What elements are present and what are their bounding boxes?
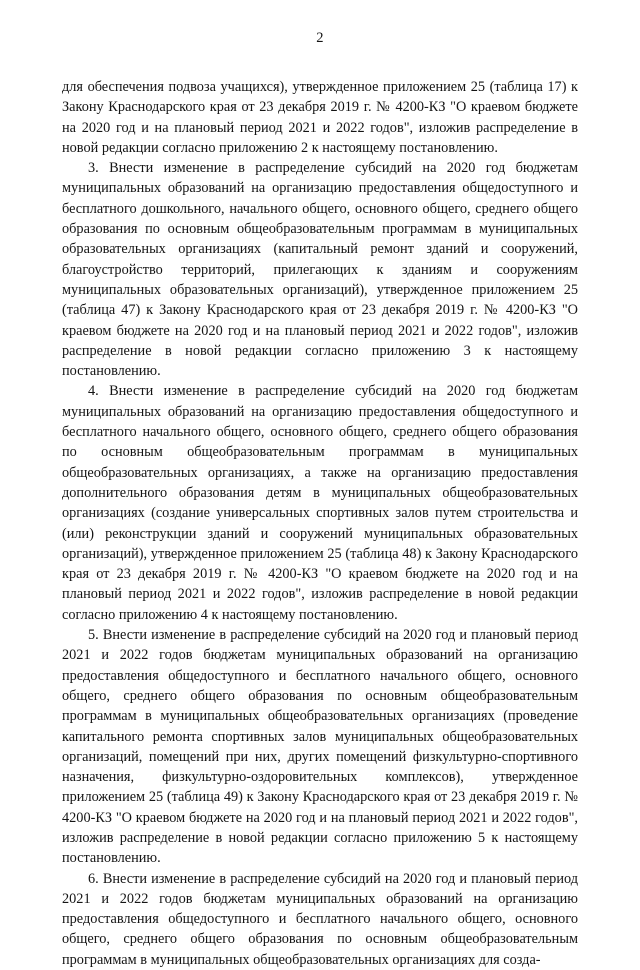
paragraph-item-4: 4. Внести изменение в распределение субсидий на 2020 год бюджетам муниципальных образований на организацию предоставления общедоступного и бесплатного начального общего, основного общего, среднего общего образования по основным общеобразовательным программам в муниципальных общеобразовательных организациях, а также на организацию предоставления дополнительного образования детям в муниципальных общеобразовательных организациях (создание универсальных спортивных залов путем строительства и (или) реконструкции зданий и сооружений муниципальных образовательных организаций), утвержденное приложением 25 (таблица 48) к Закону Краснодарского края от 23 декабря 2019 г. № 4200-КЗ "О краевом бюджете на 2020 год и на плановый период 2021 и 2022 годов", изложив распределение в новой редакции согласно приложению 4 к настоящему постановлению. [62,383,578,623]
page-number: 2 [316,30,324,46]
document-body [62,77,578,970]
paragraph-item-3: 3. Внести изменение в распределение субсидий на 2020 год бюджетам муниципальных образований на организацию предоставления общедоступного и бесплатного дошкольного, начального общего, основного общего, среднего общего образования по основным общеобразовательным программам в муниципальных образовательных организациях (капитальный ремонт зданий и сооружений, благоустройство территорий, прилегающих к зданиям и сооружениям муниципальных образовательных организаций), утвержденное приложением 25 (таблица 47) к Закону Краснодарского края от 23 декабря 2019 г. № 4200-КЗ "О краевом бюджете на 2020 год и на плановый период 2021 и 2022 годов", изложив распределение в новой редакции согласно приложению 3 к настоящему постановлению. [62,160,578,380]
paragraph-item-5: 5. Внести изменение в распределение субсидий на 2020 год и плановый период 2021 и 2022 годов бюджетам муниципальных образований на организацию предоставления общедоступного и бесплатного начального общего, основного общего, среднего общего образования по основным общеобразовательным программам в муниципальных общеобразовательных организациях (проведение капитального ремонта спортивных залов муниципальных общеобразовательных организаций, помещений при них, других помещений физкультурно-спортивного назначения, физкультурно-оздоровительных комплексов), утвержденное приложением 25 (таблица 49) к Закону Краснодарского края от 23 декабря 2019 г. № 4200-КЗ "О краевом бюджете на 2020 год и на плановый период 2021 и 2022 годов", изложив распределение в новой редакции согласно приложению 5 к настоящему постановлению. [62,627,578,867]
paragraph-continuation: для обеспечения подвоза учащихся), утвержденное приложением 25 (таблица 17) к Закону Краснодарского края от 23 декабря 2019 г. № 4200-КЗ "О краевом бюджете на 2020 год и на плановый период 2021 и 2022 годов", изложив распределение в новой редакции согласно приложению 2 к настоящему постановлению. [62,79,578,156]
paragraph-item-6: 6. Внести изменение в распределение субсидий на 2020 год и плановый период 2021 и 2022 годов бюджетам муниципальных образований на организацию предоставления общедоступного и бесплатного начального общего, основного общего, среднего общего образования по основным общеобразовательным программам в муниципальных общеобразовательных организациях для созда- [62,870,578,968]
